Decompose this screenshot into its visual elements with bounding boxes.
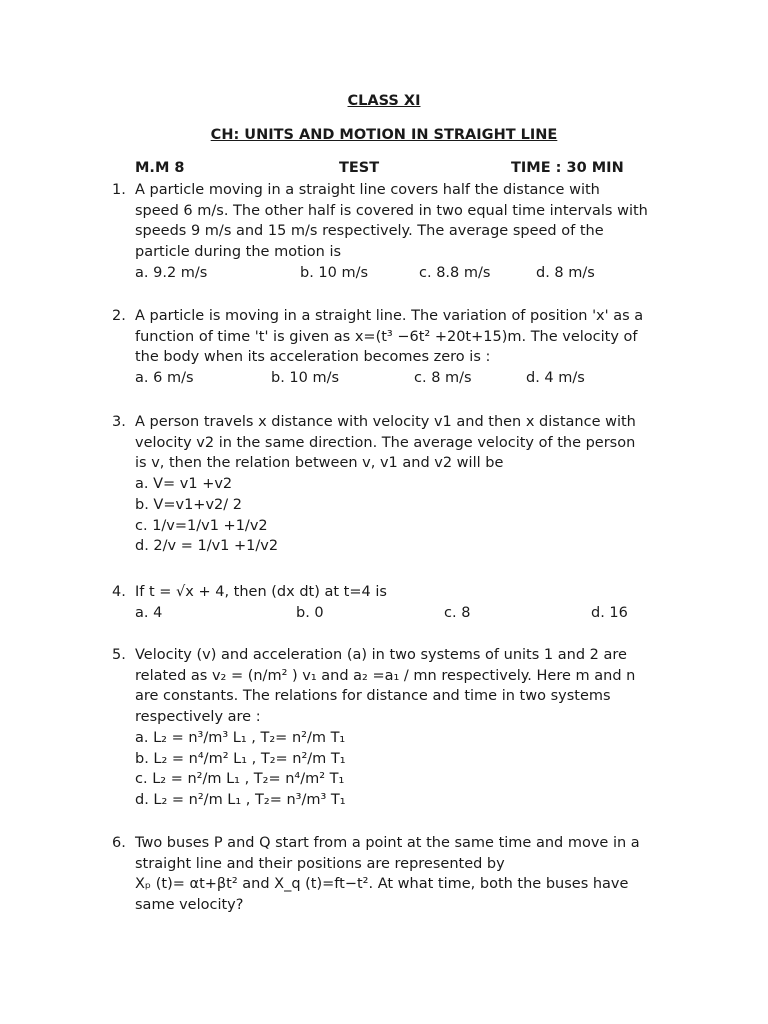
time-label: TIME : 30 MIN: [511, 160, 624, 176]
question-number: 5.: [112, 647, 126, 663]
option-d: d. 8 m/s: [536, 264, 595, 281]
question-number: 2.: [112, 308, 126, 324]
option-b: b. V=v1+v2/ 2: [135, 496, 242, 513]
question-line: Xₚ (t)= αt+βt² and X_q (t)=ft−t². At what time, both the buses have: [135, 876, 629, 893]
question-5: [112, 645, 682, 811]
option-b: b. 0: [296, 604, 324, 621]
option-c: c. 8: [444, 604, 471, 621]
test-label: TEST: [339, 160, 380, 176]
question-line: function of time 't' is given as x=(t³ −6t² +20t+15)m. The velocity of: [135, 328, 638, 345]
paper-info-row: [135, 160, 635, 182]
options-row: [135, 263, 682, 284]
question-line: A person travels x distance with velocity v1 and then x distance with: [135, 414, 636, 430]
question-line: If t = √x + 4, then (dx dt) at t=4 is: [135, 584, 387, 600]
question-line: velocity v2 in the same direction. The average velocity of the person: [135, 434, 636, 451]
question-4: [112, 582, 682, 624]
chapter-title: CH: UNITS AND MOTION IN STRAIGHT LINE: [210, 127, 558, 143]
option-a: a. 4: [135, 604, 163, 621]
question-line: the body when its acceleration becomes zero is :: [135, 349, 491, 366]
question-3: [112, 412, 682, 557]
question-line: same velocity?: [135, 897, 244, 914]
question-number: 1.: [112, 182, 126, 198]
option-d: d. 4 m/s: [526, 370, 585, 387]
question-line: are constants. The relations for distance and time in two systems: [135, 688, 611, 705]
option-d: d. 16: [591, 604, 628, 621]
option-b: b. 10 m/s: [300, 264, 369, 281]
option-a: a. V= v1 +v2: [135, 476, 233, 493]
question-number: 6.: [112, 835, 126, 851]
question-1: [112, 180, 682, 284]
question-line: speed 6 m/s. The other half is covered in two equal time intervals with: [135, 202, 648, 219]
option-d: d. L₂ = n²/m L₁ , T₂= n³/m³ T₁: [135, 791, 346, 808]
option-b: b. L₂ = n⁴/m² L₁ , T₂= n²/m T₁: [135, 750, 346, 767]
question-line: A particle is moving in a straight line. The variation of position 'x' as a: [135, 308, 644, 324]
option-c: c. 8 m/s: [414, 370, 472, 387]
question-line: respectively are :: [135, 709, 261, 726]
question-line: Velocity (v) and acceleration (a) in two systems of units 1 and 2 are: [135, 647, 627, 663]
question-number: 3.: [112, 414, 126, 430]
option-a: a. L₂ = n³/m³ L₁ , T₂= n²/m T₁: [135, 729, 346, 746]
option-c: c. L₂ = n²/m L₁ , T₂= n⁴/m² T₁: [135, 771, 345, 788]
option-c: c. 8.8 m/s: [419, 264, 491, 281]
question-2: [112, 306, 682, 389]
question-line: related as v₂ = (n/m² ) v₁ and a₂ =a₁ / mn respectively. Here m and n: [135, 667, 636, 684]
option-a: a. 9.2 m/s: [135, 264, 208, 281]
option-d: d. 2/v = 1/v1 +1/v2: [135, 538, 279, 555]
question-number: 4.: [112, 584, 126, 600]
options-row: [135, 603, 682, 624]
option-c: c. 1/v=1/v1 +1/v2: [135, 517, 268, 534]
question-6: [112, 833, 682, 916]
options-row: [135, 368, 682, 389]
question-line: Two buses P and Q start from a point at the same time and move in a: [135, 835, 640, 851]
option-b: b. 10 m/s: [271, 370, 340, 387]
class-title: CLASS XI: [347, 93, 421, 109]
option-a: a. 6 m/s: [135, 370, 194, 387]
question-line: is v, then the relation between v, v1 and v2 will be: [135, 455, 504, 472]
question-line: straight line and their positions are represented by: [135, 855, 505, 872]
question-line: particle during the motion is: [135, 244, 342, 261]
question-line: speeds 9 m/s and 15 m/s respectively. The average speed of the: [135, 223, 604, 240]
max-marks: M.M 8: [135, 160, 185, 176]
question-line: A particle moving in a straight line covers half the distance with: [135, 182, 600, 198]
